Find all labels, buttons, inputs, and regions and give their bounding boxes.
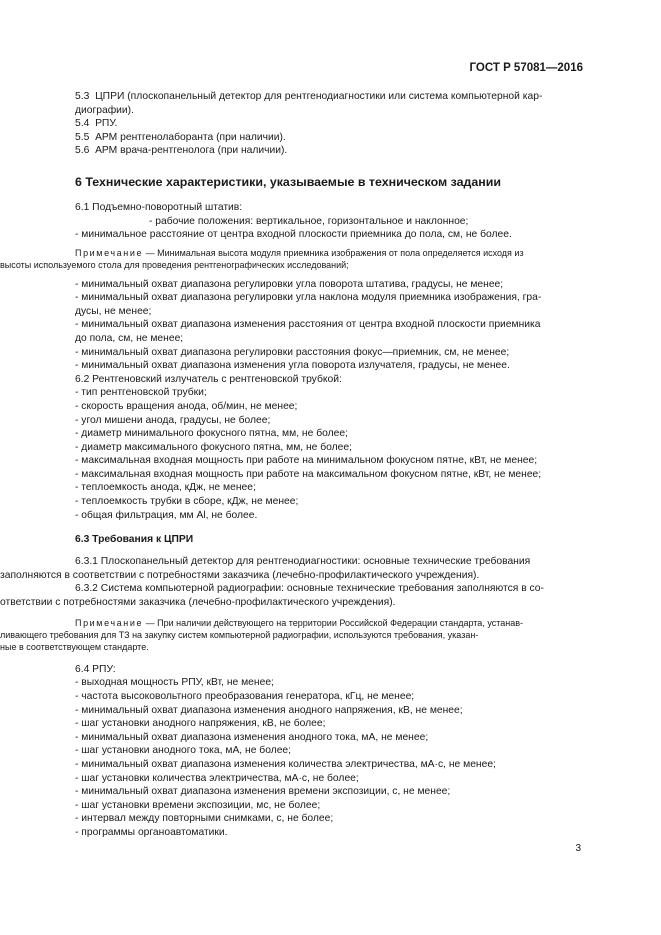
- s61-line: - минимальный охват диапазона регулировки угла наклона модуля приемника изображения, гра-: [75, 292, 542, 304]
- s61-line: - минимальный охват диапазона регулировки расстояния фокус—приемник, см, не менее;: [75, 346, 510, 358]
- section-6-4: [75, 663, 583, 840]
- s64-line: - шаг установки анодного тока, мА, не более;: [75, 745, 292, 757]
- note-label: Примечание: [75, 617, 144, 628]
- s62-line: - общая фильтрация, мм Al, не более.: [75, 509, 258, 521]
- s62-line: - скорость вращения анода, об/мин, не менее;: [75, 400, 298, 412]
- s63-note-cont: ливающего требования для ТЗ на закупку систем компьютерной радиографии, используются требования, указан-: [0, 630, 479, 641]
- top-items: [75, 90, 583, 158]
- s64-line: - шаг установки анодного напряжения, кВ, не более;: [75, 718, 326, 730]
- section-6-title: 6 Технические характеристики, указываемые в техническом задании: [75, 174, 501, 189]
- s61-note-cont: высоты используемого стола для проведения рентгенографических исследований;: [0, 260, 349, 271]
- s63-p1: 6.3.1 Плоскопанельный детектор для рентгенодиагностики: основные технические требования: [75, 556, 531, 568]
- item-5-6: 5.6 АРМ врача-рентгенолога (при наличии).: [75, 145, 288, 157]
- s62-line: - угол мишени анода, градусы, не более;: [75, 414, 271, 426]
- s61-line: до пола, см, не менее;: [75, 332, 184, 344]
- s64-line: - интервал между повторными снимками, с, не более;: [75, 813, 334, 825]
- s64-line: - программы органоавтоматики.: [75, 826, 228, 838]
- s61-note: Примечание — Минимальная высота модуля приемника изображения от пола определяется исходя из: [75, 247, 524, 258]
- s61-lines2: [75, 278, 583, 373]
- s62-line: - диаметр максимального фокусного пятна, мм, не более;: [75, 441, 352, 453]
- s61-line: - минимальный охват диапазона изменения угла поворота излучателя, градусы, не менее.: [75, 360, 510, 372]
- s62-line: - тип рентгеновской трубки;: [75, 387, 207, 399]
- page-content: [0, 90, 583, 840]
- s64-line: - минимальный охват диапазона изменения анодного напряжения, кВ, не менее;: [75, 704, 463, 716]
- item-5-5: 5.5 АРМ рентгенолаборанта (при наличии).: [75, 131, 286, 143]
- s64-heading: 6.4 РПУ:: [75, 663, 116, 675]
- s64-line: - минимальный охват диапазона изменения количества электричества, мА·с, не менее;: [75, 759, 496, 770]
- s64-line: - частота высоковольтного преобразования генератора, кГц, не менее;: [75, 691, 415, 703]
- s62-line: - теплоемкость анода, кДж, не менее;: [75, 482, 256, 494]
- s62-line: - максимальная входная мощность при работе на минимальном фокусном пятне, кВт, не менее;: [75, 455, 538, 467]
- s63-heading: 6.3 Требования к ЦПРИ: [75, 534, 194, 546]
- s62-line: - максимальная входная мощность при работе на максимальном фокусном пятне, кВт, не менее;: [75, 468, 542, 480]
- s63-note-cont: ные в соответствующем стандарте.: [0, 642, 149, 653]
- s63-p2-cont: ответствии с потребностями заказчика (лечебно-профилактического учреждения).: [0, 597, 396, 609]
- s63-p1-cont: заполняются в соответствии с потребностями заказчика (лечебно-профилактического учреждения).: [0, 569, 480, 581]
- s64-line: - выходная мощность РПУ, кВт, не менее;: [75, 677, 274, 689]
- s61-heading: 6.1 Подъемно-поворотный штатив:: [75, 201, 243, 213]
- s61-line: - минимальный охват диапазона изменения расстояния от центра входной плоскости приемника: [75, 319, 541, 331]
- s61-line: - минимальное расстояние от центра входной плоскости приемника до пола, см, не более.: [75, 229, 512, 241]
- section-6-3: [0, 534, 583, 654]
- s61-line: дусы, не менее;: [75, 305, 152, 317]
- s63-p2: 6.3.2 Система компьютерной радиографии: основные технические требования заполняются в со-: [75, 583, 544, 595]
- item-5-3-cont: диографии).: [75, 104, 134, 116]
- s61-line: - рабочие положения: вертикальное, горизонтальное и наклонное;: [149, 215, 469, 227]
- item-5-3: 5.3 ЦПРИ (плоскопанельный детектор для рентгенодиагностики или система компьютерной кар-: [75, 91, 543, 102]
- document-id: ГОСТ Р 57081—2016: [469, 62, 583, 74]
- section-6-2: [75, 373, 583, 523]
- s64-line: - шаг установки времени экспозиции, мс, не более;: [75, 799, 321, 811]
- s62-line: - диаметр минимального фокусного пятна, мм, не более;: [75, 428, 348, 440]
- note-label: Примечание: [75, 247, 144, 258]
- s64-line: - минимальный охват диапазона изменения времени экспозиции, с, не менее;: [75, 786, 451, 798]
- s64-line: - шаг установки количества электричества, мА·с, не более;: [75, 772, 359, 784]
- s62-heading: 6.2 Рентгеновский излучатель с рентгеновской трубкой:: [75, 373, 342, 385]
- s62-line: - теплоемкость трубки в сборе, кДж, не менее;: [75, 496, 299, 508]
- s63-note: Примечание — При наличии действующего на территории Российской Федерации стандарта, устанав-: [75, 617, 523, 628]
- section-6-1: [0, 201, 583, 373]
- page-number: 3: [575, 843, 581, 854]
- s64-line: - минимальный охват диапазона изменения анодного тока, мА, не менее;: [75, 731, 429, 743]
- item-5-4: 5.4 РПУ.: [75, 118, 118, 130]
- s61-line: - минимальный охват диапазона регулировки угла поворота штатива, градусы, не менее;: [75, 278, 504, 290]
